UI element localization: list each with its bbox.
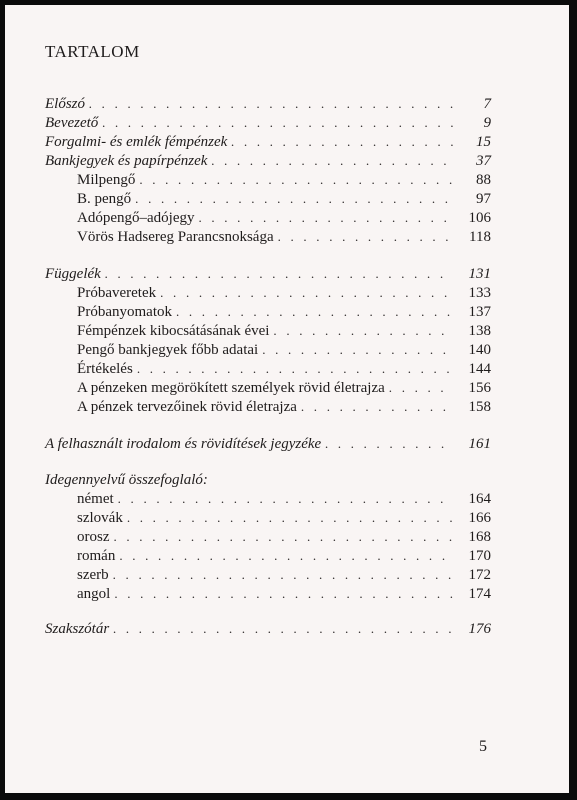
dot-leader xyxy=(118,489,453,509)
toc-entry-label: szerb xyxy=(77,567,109,583)
toc-entry-page: 144 xyxy=(468,361,491,377)
dot-leader xyxy=(114,584,453,604)
toc-entry-label: B. pengő xyxy=(77,191,132,207)
toc-entry-label: Próbanyomatok xyxy=(77,304,172,320)
dot-leader xyxy=(137,359,453,379)
toc-entry-label: Milpengő xyxy=(77,172,136,188)
toc-entry-szakszotar xyxy=(45,619,491,639)
toc-entry-irodalom xyxy=(45,434,491,454)
toc-entry-page: 137 xyxy=(468,304,491,320)
toc-entry-page: 106 xyxy=(468,210,491,226)
toc-entry-roman xyxy=(77,546,491,566)
toc-entry-szerb xyxy=(77,565,491,585)
dot-leader xyxy=(105,264,453,284)
toc-entry-tervezok-eletrajza xyxy=(77,397,491,417)
toc-entry-label: Fémpénzek kibocsátásának évei xyxy=(77,323,270,339)
toc-entry-page: 138 xyxy=(468,323,491,339)
dot-leader xyxy=(113,619,453,639)
toc-entry-label: Adópengő–adójegy xyxy=(77,210,195,226)
toc-entry-bankjegyek xyxy=(45,151,491,171)
toc-entry-bevezeto xyxy=(45,113,491,133)
dot-leader xyxy=(325,434,453,454)
toc-entry-eloszo xyxy=(45,94,491,114)
toc-entry-adopengo xyxy=(77,208,491,228)
toc-entry-nemet xyxy=(77,489,491,509)
toc-entry-label: Függelék xyxy=(45,266,101,282)
toc-entry-page: 140 xyxy=(468,342,491,358)
dot-leader xyxy=(262,340,453,360)
toc-entry-page: 156 xyxy=(468,380,491,396)
dot-leader xyxy=(301,397,453,417)
toc-entry-orosz xyxy=(77,527,491,547)
toc-entry-label: orosz xyxy=(77,529,110,545)
toc-entry-szemelyek-eletrajza xyxy=(77,378,491,398)
toc-entry-label: szlovák xyxy=(77,510,123,526)
toc-entry-label: Értékelés xyxy=(77,361,133,377)
page-title: TARTALOM xyxy=(45,42,140,61)
toc-entry-szlovak xyxy=(77,508,491,528)
toc-entry-label: A pénzek tervezőinek rövid életrajza xyxy=(77,399,297,415)
toc-entry-label: Idegennyelvű összefoglaló: xyxy=(45,472,208,488)
toc-entry-milpengo xyxy=(77,170,491,190)
toc-entry-page: 168 xyxy=(468,529,491,545)
toc-entry-probanyomatok xyxy=(77,302,491,322)
toc-entry-page: 9 xyxy=(483,115,491,131)
page-number: 5 xyxy=(479,738,487,755)
toc-entry-label: Vörös Hadsereg Parancsnoksága xyxy=(77,229,274,245)
toc-entry-angol xyxy=(77,584,491,604)
dot-leader xyxy=(135,189,453,209)
toc-entry-label: Szakszótár xyxy=(45,621,110,637)
toc-entry-forgalmi xyxy=(45,132,491,152)
dot-leader xyxy=(389,378,453,398)
toc-entry-page: 88 xyxy=(476,172,491,188)
toc-entry-page: 161 xyxy=(468,436,491,452)
dot-leader xyxy=(89,94,453,114)
toc-entry-label: Pengő bankjegyek főbb adatai xyxy=(77,342,259,358)
toc-entry-label: A pénzeken megörökített személyek rövid életrajza xyxy=(77,380,385,396)
dot-leader xyxy=(114,527,454,547)
toc-entry-label: Előszó xyxy=(45,96,86,112)
dot-leader xyxy=(278,227,453,247)
toc-entry-ertekeles xyxy=(77,359,491,379)
toc-entry-voros-hadsereg xyxy=(77,227,491,247)
toc-entry-page: 164 xyxy=(468,491,491,507)
toc-entry-label: A felhasznált irodalom és rövidítések jegyzéke xyxy=(45,436,322,452)
toc-entry-page: 118 xyxy=(469,229,491,245)
toc-entry-page: 131 xyxy=(468,266,491,282)
toc-entry-idegennyelvu xyxy=(45,470,491,490)
toc-entry-label: német xyxy=(77,491,114,507)
toc-entry-b-pengo xyxy=(77,189,491,209)
toc-entry-label: angol xyxy=(77,586,111,602)
dot-leader xyxy=(119,546,453,566)
toc-entry-probaveretek xyxy=(77,283,491,303)
toc-entry-page: 166 xyxy=(468,510,491,526)
toc-entry-label: Forgalmi- és emlék fémpénzek xyxy=(45,134,228,150)
toc-entry-page: 97 xyxy=(476,191,491,207)
toc-entry-page: 172 xyxy=(468,567,491,583)
dot-leader xyxy=(176,302,453,322)
toc-entry-fuggelek xyxy=(45,264,491,284)
toc-entry-label: román xyxy=(77,548,116,564)
toc-entry-page: 170 xyxy=(468,548,491,564)
toc-entry-fempenzek-evei xyxy=(77,321,491,341)
dot-leader xyxy=(102,113,453,133)
toc-entry-page: 158 xyxy=(468,399,491,415)
toc-entry-page: 133 xyxy=(468,285,491,301)
toc-entry-page: 174 xyxy=(468,586,491,602)
dot-leader xyxy=(160,283,453,303)
toc-entry-label: Bevezető xyxy=(45,115,99,131)
toc-entry-page: 37 xyxy=(476,153,491,169)
toc-entry-page: 176 xyxy=(468,621,491,637)
toc-entry-label: Próbaveretek xyxy=(77,285,157,301)
dot-leader xyxy=(139,170,453,190)
dot-leader xyxy=(113,565,453,585)
dot-leader xyxy=(231,132,453,152)
dot-leader xyxy=(273,321,453,341)
dot-leader xyxy=(211,151,453,171)
toc-entry-label: Bankjegyek és papírpénzek xyxy=(45,153,208,169)
toc-entry-page: 15 xyxy=(476,134,491,150)
dot-leader xyxy=(127,508,453,528)
dot-leader xyxy=(198,208,453,228)
toc-entry-pengo-bankjegyek xyxy=(77,340,491,360)
book-page xyxy=(5,5,569,793)
toc-entry-page: 7 xyxy=(483,96,491,112)
